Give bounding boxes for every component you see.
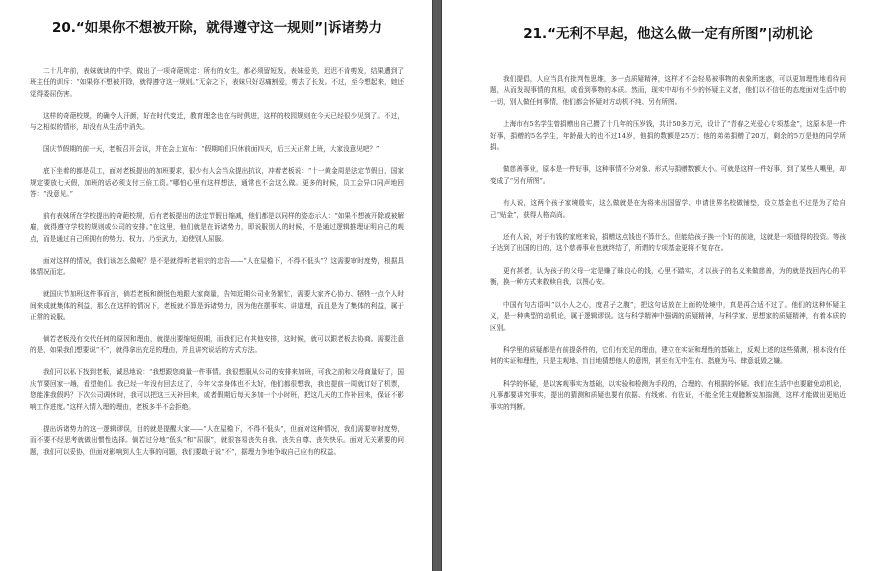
paragraph: 底下坐着的都是员工，面对老板提出的加班要求，很少有人会当众提出抗议，冲着老板说：“十一黄金周是法定节假日，国家规定要放七天假，加班的话必须支付三倍工资。”哪怕心里有这样想法，通常也不会这么做。更多的时候，员工会异口同声地回答：“没意见。” (30, 167, 404, 199)
paragraph: 这样的奇葩校规，的确令人汗颜，好在时代变迁，教育理念也在与时俱进，这样的校园规则在今天已经很少见到了。不过，与之相似的情形，却没有从生活中消失。 (30, 111, 404, 132)
paragraph: 有人说，这两个孩子家境殷实，这么做就是在为将来出国留学、申请世界名校做铺垫，设立基金也不过是为了给自己“贴金”，获得人格高尚。 (490, 199, 846, 219)
chapter-title: 20.“如果你不想被开除，就得遵守这一规则”|诉诸势力 (51, 20, 383, 36)
chapter-title: 21.“无利不早起，他这么做一定有所图”|动机论 (523, 26, 813, 42)
paragraph: 二十几年前，表妹就读的中学，做出了一项奇葩规定：所有的女生，都必须留短发。表妹爱美，迟迟不肯剪发，结果遭到了班主任的训斥：“如果你不想被开除，就得遵守这一规则。”无奈之下，表妹只好忍痛割爱，剪去了长发。不过，至今想起来，她还觉得委屈伤害。 (30, 67, 404, 98)
paragraph: 还有人说，对于有钱的家庭来说，捐赠这点钱也不算什么，但能给孩子换一个好的前途，这就是一项值得的投资。等孩子达到了出国的目的，这个慈善事业也就终结了，所谓的专项基金更将不复存在。 (490, 233, 846, 253)
paragraph: 做慈善事业，原本是一件好事，这种事情不分对象、形式与捐赠数额大小。可就是这样一件好事，到了某些人嘴里，却变成了“另有所图”。 (490, 165, 846, 185)
paragraph: 国庆节假期的前一天，老板召开会议，并在会上宣布：“假期咱们只休前面四天，后三天正常上班，大家没意见吧？” (43, 145, 380, 154)
paragraph: 我们提倡，人应当具有批判性思维，多一点质疑精神，这样才不会轻易被事物的表象所迷惑，可以更加理性地看待问题，从而发现事情的真相，或看到事物的本质。然而，现实中却有不少的怀疑主义者，他们以不信任的态度面对生活中的一切，别人做任何事情，他们都会怀疑对方动机不纯、另有所图。 (490, 75, 846, 106)
paragraph: 上海市有5名学生曾捐赠出自己攒了十几年的压岁钱，共计50多万元，设计了“青春之光爱心专项基金”，这原本是一件好事，捐赠的5名学生，年龄最大的也不过14岁，他捐的数额是25万；他的弟弟捐赠了20万，剩余的5万是他的同学所捐。 (490, 120, 846, 152)
paragraph: 中国有句古语叫“以小人之心，度君子之腹”，把这句话放在上面的处境中，真是再合适不过了。他们的这种怀疑主义，是一种典型的动机论，属于逻辑谬误。这与科学精神中强调的质疑精神，与科学家、思想家的质疑精神，有着本质的区别。 (490, 300, 846, 332)
page-gutter (432, 0, 442, 571)
paragraph: 提出诉诸势力的这一逻辑谬误，目的就是提醒大家——“人在屋檐下，不得不低头”，但面对这种情况，我们需要审时度势，而不要不经思考就做出惯性选择。倘若过分地“低头”和“屈服”，就很容易丧失自我、丧失自尊、丧失快乐。面对无关紧要的问题，我们可以妥协，但面对影响到人生大事的问题，我们要敢于说“不”，据理力争地争取自己应有的权益。 (30, 424, 404, 456)
paragraph: 就国庆节加班这件事而言，倘若老板和颜悦色地跟大家商量，告知近期公司业务繁忙，需要大家齐心协力、牺牲一点个人时间来成就集体的利益，那么在这样的情况下，老板就不算是诉诸势力，因为他在摆事实、讲道理，而且是为了集体的利益，属于正常的说服。 (30, 290, 404, 322)
paragraph: 科学的怀疑，是以客观事实为基础，以实验和检测为手段的，合理的、有根据的怀疑。我们在生活中也要避免动机论，凡事都要讲究事实，提出的猜测和质疑也要有依据、有线索、有佐证，不能全凭主观臆断妄加揣测，这样才能做出更贴近事实的判断。 (490, 379, 846, 411)
right-page (442, 0, 876, 571)
paragraph: 科学里的质疑都是有前提条件的，它们有充足的理由，建立在实证和理性的基础上，反观上述的这些猜测，根本没有任何的实证和理性，只是主观地、盲目地猜想他人的意图，甚至有无中生有、指鹿为马、肆意诋毁之嫌。 (490, 345, 846, 366)
paragraph: 更有甚者，认为孩子的父母一定是赚了昧良心的钱，心里不踏实，才以孩子的名义来做慈善，为的就是找回内心的平衡，换一种方式来救赎自我，以图心安。 (490, 266, 846, 287)
left-page (0, 0, 432, 571)
paragraph: 倘若老板没有交代任何的原因和理由，就提出要缩短假期，而我们已有其他安排，这时候，就可以跟老板去协商。需要注意的是，如果我们想要说“不”，就得拿出充足的理由，并且讲究说话的方式方法。 (30, 335, 404, 355)
paragraph: 前有表妹所在学校提出的奇葩校规，后有老板提出的法定节假日缩减，他们都是以同样的姿态示人：“如果不想被开除或被解雇，就得遵守学校的规则或公司的安排。”在这里，他们就是在诉诸势力，即说服别人的时候，不是通过逻辑推理证明自己的观点，而是通过自己所拥有的势力、权力、乃至武力，迫使别人屈服。 (30, 212, 404, 243)
paragraph: 面对这样的情况，我们该怎么做呢？是不是就得听老祖宗的忠告——“人在屋檐下，不得不低头”？这需要审时度势，根据具体情况而定。 (30, 256, 404, 277)
paragraph: 我们可以私下找到老板，诚恳地说：“我想跟您商量一件事情。我很想服从公司的安排来加班，可我之前和父母商量好了，国庆节要回家一趟，看望他们。我已经一年没有回去过了，今年父亲身体也不太好，他们都很想我，我也提前一周就订好了机票，您能准我假吗？下次公司调休时，我可以把这三天补回来，或者假期后每天多加一个小时班，把这几天的工作补回来，保证不影响工作进度。”这样入情入理的理由，老板多半不会拒绝。 (30, 368, 404, 411)
